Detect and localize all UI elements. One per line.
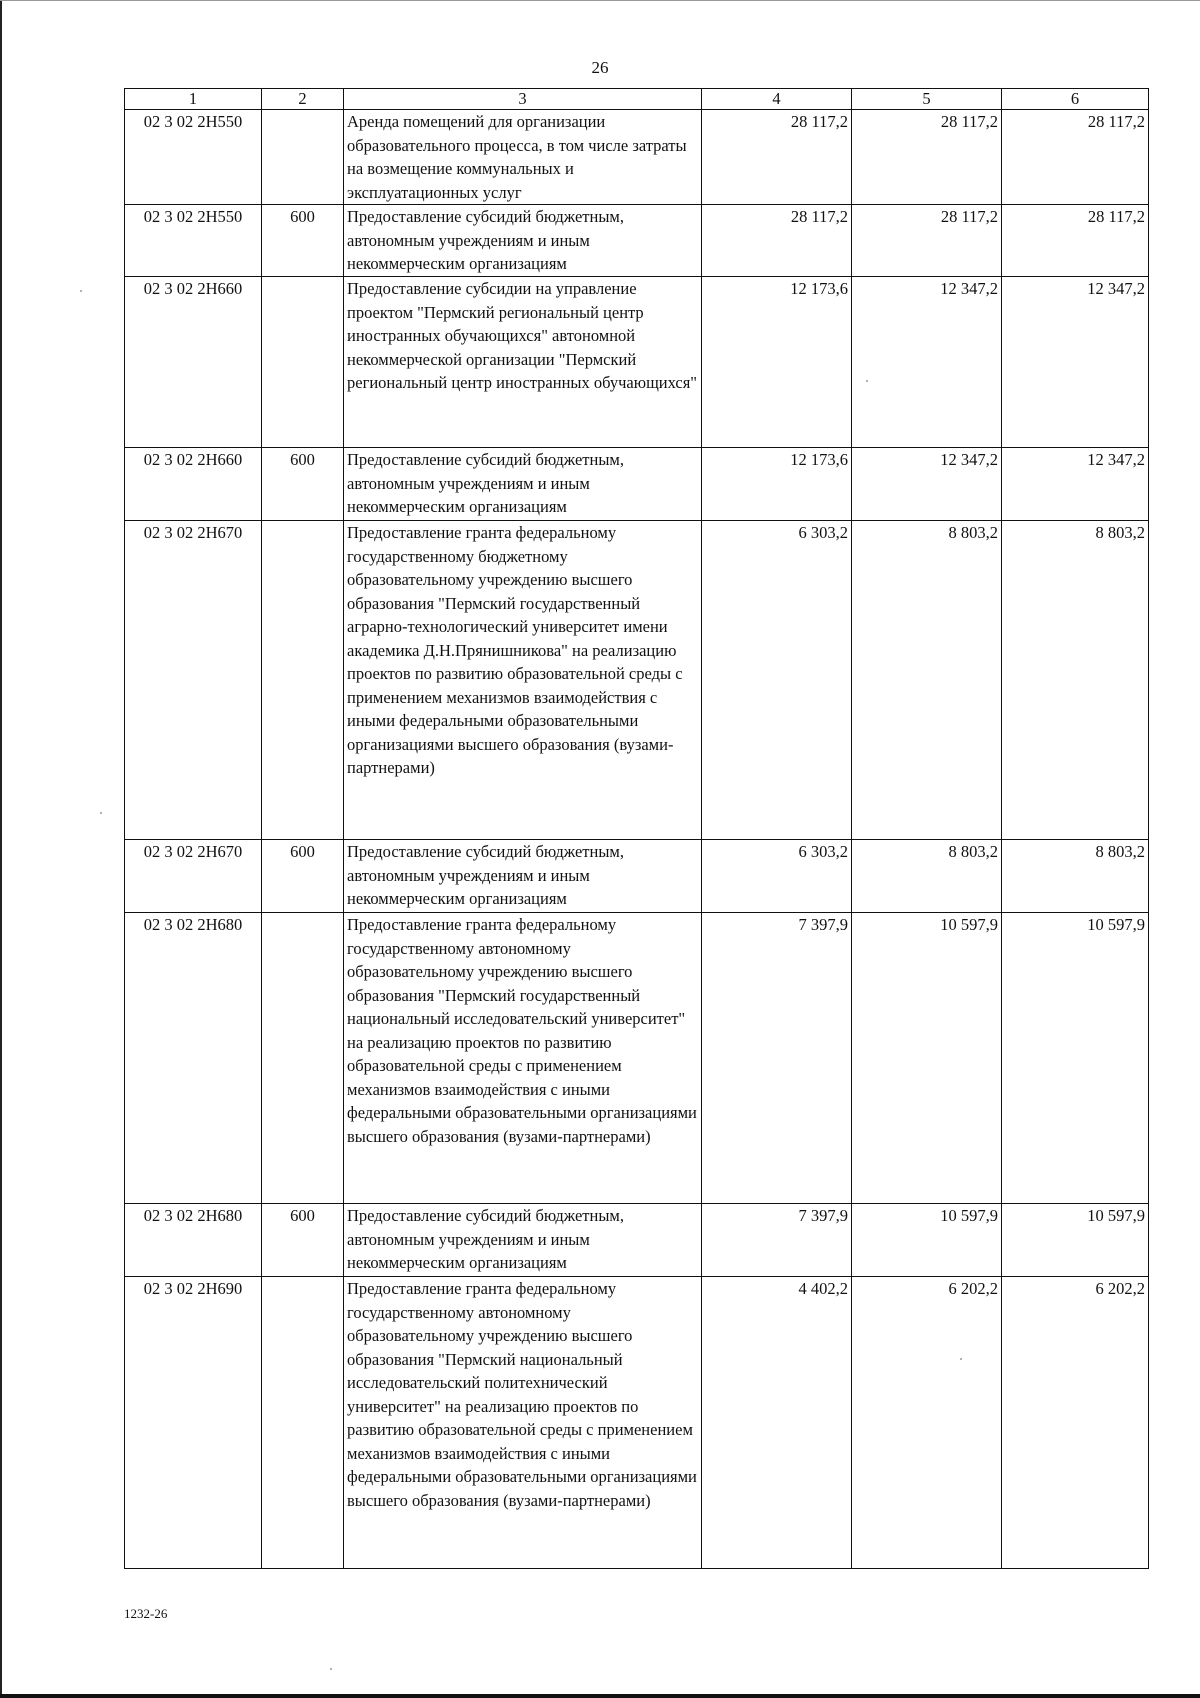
row-value-col4: 28 117,2 bbox=[702, 205, 852, 277]
row-code: 02 3 02 2Н660 bbox=[125, 277, 262, 448]
table-row bbox=[125, 913, 1149, 1204]
row-description: Предоставление гранта федеральному государственному автономному образовательному учреждению высшего образования "Пермский национальный исследовательский политехнический университет" на реализацию проектов по развитию образовательной среды с применением механизмов взаимодействия с иными федеральными образовательными организациями высшего образования (вузами-партнерами) bbox=[344, 1277, 702, 1569]
table-row bbox=[125, 448, 1149, 521]
row-value-col4: 7 397,9 bbox=[702, 913, 852, 1204]
row-expense-type: 600 bbox=[262, 1204, 344, 1277]
row-code: 02 3 02 2Н550 bbox=[125, 110, 262, 205]
row-value-col4: 4 402,2 bbox=[702, 1277, 852, 1569]
row-value-col6: 8 803,2 bbox=[1002, 840, 1149, 913]
table-row bbox=[125, 1277, 1149, 1569]
scan-edge-top bbox=[0, 0, 1200, 1]
row-value-col5: 12 347,2 bbox=[852, 448, 1002, 521]
row-expense-type bbox=[262, 110, 344, 205]
row-value-col4: 12 173,6 bbox=[702, 277, 852, 448]
column-header-6: 6 bbox=[1002, 89, 1149, 110]
row-value-col6: 10 597,9 bbox=[1002, 1204, 1149, 1277]
row-expense-type: 600 bbox=[262, 448, 344, 521]
row-value-col5: 10 597,9 bbox=[852, 1204, 1002, 1277]
page-number: 26 bbox=[591, 58, 609, 77]
table-row bbox=[125, 205, 1149, 277]
table-row bbox=[125, 840, 1149, 913]
row-code: 02 3 02 2Н550 bbox=[125, 205, 262, 277]
table-row bbox=[125, 110, 1149, 205]
row-expense-type: 600 bbox=[262, 840, 344, 913]
row-value-col6: 12 347,2 bbox=[1002, 277, 1149, 448]
row-description: Предоставление субсидий бюджетным, автономным учреждениям и иным некоммерческим организациям bbox=[344, 840, 702, 913]
row-value-col6: 6 202,2 bbox=[1002, 1277, 1149, 1569]
row-expense-type bbox=[262, 1277, 344, 1569]
row-expense-type bbox=[262, 277, 344, 448]
row-value-col5: 8 803,2 bbox=[852, 521, 1002, 840]
row-description: Предоставление субсидий бюджетным, автономным учреждениям и иным некоммерческим организациям bbox=[344, 205, 702, 277]
row-description: Предоставление субсидий бюджетным, автономным учреждениям и иным некоммерческим организациям bbox=[344, 1204, 702, 1277]
row-description: Предоставление субсидий бюджетным, автономным учреждениям и иным некоммерческим организациям bbox=[344, 448, 702, 521]
row-description: Аренда помещений для организации образовательного процесса, в том числе затраты на возмещение коммунальных и эксплуатационных услуг bbox=[344, 110, 702, 205]
column-header-1: 1 bbox=[125, 89, 262, 110]
row-value-col6: 12 347,2 bbox=[1002, 448, 1149, 521]
row-description: Предоставление гранта федеральному государственному бюджетному образовательному учреждению высшего образования "Пермский государственный аграрно-технологический университет имени академика Д.Н.Прянишникова" на реализацию проектов по развитию образовательной среды с применением механизмов взаимодействия с иными федеральными образовательными организациями высшего образования (вузами-партнерами) bbox=[344, 521, 702, 840]
row-code: 02 3 02 2Н680 bbox=[125, 913, 262, 1204]
row-description: Предоставление субсидии на управление проектом "Пермский региональный центр иностранных обучающихся" автономной некоммерческой организации "Пермский региональный центр иностранных обучающихся" bbox=[344, 277, 702, 448]
column-header-3: 3 bbox=[344, 89, 702, 110]
row-value-col5: 8 803,2 bbox=[852, 840, 1002, 913]
row-value-col5: 10 597,9 bbox=[852, 913, 1002, 1204]
row-code: 02 3 02 2Н660 bbox=[125, 448, 262, 521]
row-value-col5: 28 117,2 bbox=[852, 110, 1002, 205]
row-value-col6: 8 803,2 bbox=[1002, 521, 1149, 840]
row-value-col4: 6 303,2 bbox=[702, 840, 852, 913]
row-value-col4: 12 173,6 bbox=[702, 448, 852, 521]
row-expense-type: 600 bbox=[262, 205, 344, 277]
budget-table bbox=[124, 88, 1149, 1569]
row-value-col5: 12 347,2 bbox=[852, 277, 1002, 448]
column-header-5: 5 bbox=[852, 89, 1002, 110]
table-row bbox=[125, 1204, 1149, 1277]
scan-edge-bottom bbox=[0, 1694, 1200, 1698]
column-header-2: 2 bbox=[262, 89, 344, 110]
table-row bbox=[125, 277, 1149, 448]
scan-speck bbox=[960, 1358, 962, 1360]
table-row bbox=[125, 521, 1149, 840]
row-code: 02 3 02 2Н680 bbox=[125, 1204, 262, 1277]
scan-speck bbox=[866, 380, 868, 382]
row-value-col4: 28 117,2 bbox=[702, 110, 852, 205]
column-header-4: 4 bbox=[702, 89, 852, 110]
row-expense-type bbox=[262, 521, 344, 840]
row-value-col5: 28 117,2 bbox=[852, 205, 1002, 277]
row-value-col6: 28 117,2 bbox=[1002, 205, 1149, 277]
scan-speck bbox=[330, 1668, 332, 1670]
header-row bbox=[125, 89, 1149, 110]
document-id: 1232-26 bbox=[124, 1606, 168, 1621]
row-code: 02 3 02 2Н670 bbox=[125, 521, 262, 840]
row-value-col6: 28 117,2 bbox=[1002, 110, 1149, 205]
row-code: 02 3 02 2Н690 bbox=[125, 1277, 262, 1569]
row-value-col6: 10 597,9 bbox=[1002, 913, 1149, 1204]
row-value-col5: 6 202,2 bbox=[852, 1277, 1002, 1569]
row-expense-type bbox=[262, 913, 344, 1204]
row-description: Предоставление гранта федеральному государственному автономному образовательному учреждению высшего образования "Пермский государственный национальный исследовательский университет" на реализацию проектов по развитию образовательной среды с применением механизмов взаимодействия с иными федеральными образовательными организациями высшего образования (вузами-партнерами) bbox=[344, 913, 702, 1204]
row-code: 02 3 02 2Н670 bbox=[125, 840, 262, 913]
row-value-col4: 7 397,9 bbox=[702, 1204, 852, 1277]
scan-speck bbox=[100, 812, 102, 814]
row-value-col4: 6 303,2 bbox=[702, 521, 852, 840]
scan-edge-left bbox=[0, 0, 2, 1698]
scan-speck bbox=[80, 290, 82, 292]
